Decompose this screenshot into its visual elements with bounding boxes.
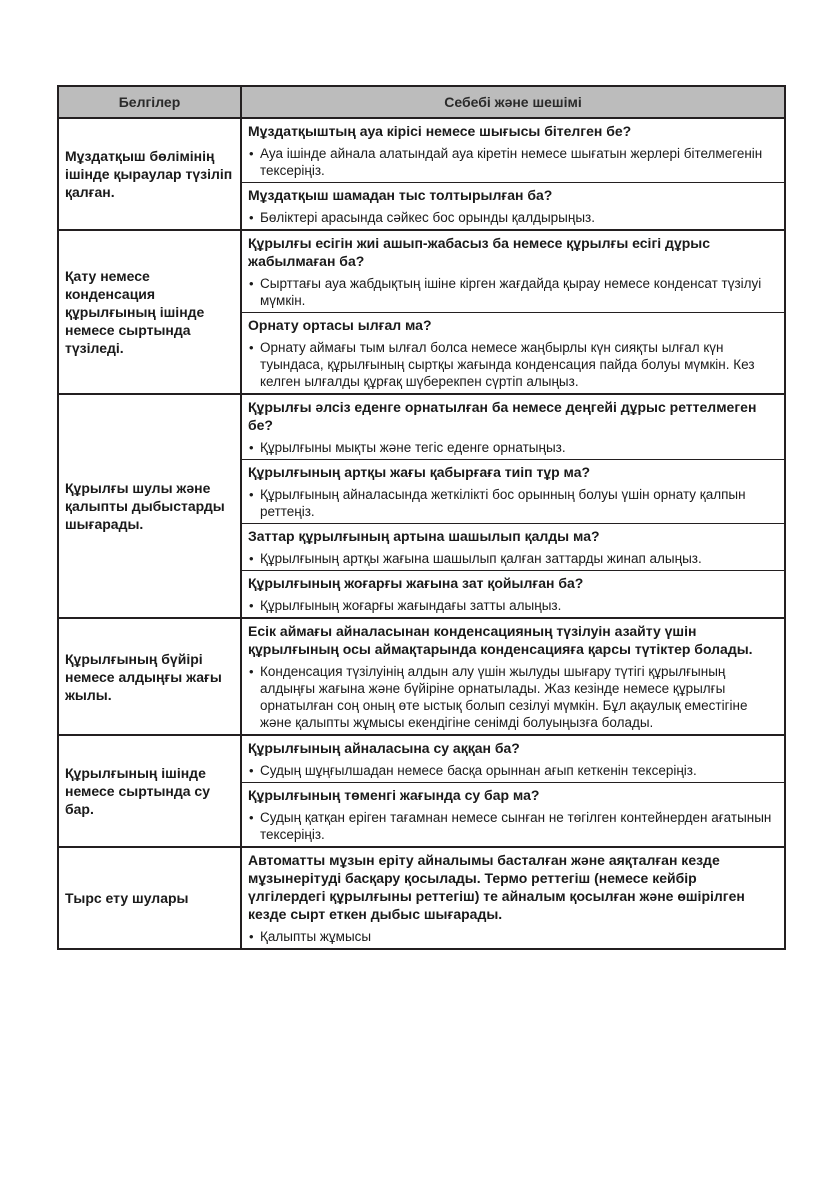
cause-question: Құрылғы есігін жиі ашып-жабасыз ба немесе құрылғы есігі дұрыс жабылмаған ба? xyxy=(248,235,711,269)
table-header-row xyxy=(58,86,785,118)
causes-cell xyxy=(241,394,785,618)
solution-answer xyxy=(242,926,784,948)
solution-text: Құрылғының айналасында жеткілікті бос орынның болуы үшін орнату қалпын реттеңіз. xyxy=(260,487,746,519)
cause-item xyxy=(242,848,784,948)
bullet-icon: • xyxy=(249,276,254,291)
cause-question: Есік аймағы айналасынан конденсацияның түзілуін азайту үшін құрылғының осы аймақтарында конденсацияға қарсы түтіктер болады. xyxy=(248,623,753,657)
table-row xyxy=(58,394,785,618)
symptom-cell: Құрылғының ішінде немесе сыртында су бар. xyxy=(58,735,241,847)
header-symptoms: Белгілер xyxy=(58,86,241,118)
cause-question: Құрылғының артқы жағы қабырғаға тиіп тұр ма? xyxy=(248,464,591,480)
causes-cell xyxy=(241,618,785,735)
bullet-icon: • xyxy=(249,210,254,225)
solution-answer xyxy=(242,207,784,229)
symptom-cell: Қату немесе конденсация құрылғының ішінде немесе сыртында түзіледі. xyxy=(58,230,241,394)
symptom-cell: Құрылғы шулы және қалыпты дыбыстарды шығарады. xyxy=(58,394,241,618)
bullet-icon: • xyxy=(249,763,254,778)
solution-answer xyxy=(242,807,784,846)
bullet-icon: • xyxy=(249,340,254,355)
bullet-icon: • xyxy=(249,487,254,502)
cause-question: Заттар құрылғының артына шашылып қалды ма? xyxy=(248,528,600,544)
cause-question: Құрылғы әлсіз еденге орнатылған ба немесе деңгейі дұрыс реттелмеген бе? xyxy=(248,399,757,433)
cause-item xyxy=(242,231,784,312)
solution-answer xyxy=(242,760,784,782)
solution-text: Ауа ішінде айнала алатындай ауа кіретін немесе шығатын жерлері бітелмегенін тексеріңіз. xyxy=(260,146,763,178)
header-cause-solution: Себебі және шешімі xyxy=(241,86,785,118)
solution-answer xyxy=(242,143,784,182)
cause-item xyxy=(242,312,784,393)
table-row xyxy=(58,618,785,735)
solution-text: Құрылғының жоғарғы жағындағы затты алыңыз. xyxy=(260,598,562,613)
solution-answer xyxy=(242,661,784,734)
solution-text: Құрылғыны мықты және тегіс еденге орнатыңыз. xyxy=(260,440,566,455)
table-row xyxy=(58,230,785,394)
bullet-icon: • xyxy=(249,598,254,613)
table-row xyxy=(58,735,785,847)
solution-answer xyxy=(242,595,784,617)
troubleshooting-table xyxy=(57,85,786,950)
solution-answer xyxy=(242,484,784,523)
solution-text: Қалыпты жұмысы xyxy=(260,929,372,944)
solution-answer xyxy=(242,337,784,393)
solution-text: Орнату аймағы тым ылғал болса немесе жаңбырлы күн сияқты ылғал күн туындаса, құрылғының сыртқы жағында конденсация пайда болуы мүмкін. Кез келген ылғалды құрғақ шүберекпен сүртіп алыңыз. xyxy=(260,340,755,389)
solution-text: Судың шұңғылшадан немесе басқа орыннан ағып кеткенін тексеріңіз. xyxy=(260,763,697,778)
cause-question: Мұздатқыш шамадан тыс толтырылған ба? xyxy=(248,187,553,203)
bullet-icon: • xyxy=(249,929,254,944)
cause-question: Мұздатқыштың ауа кірісі немесе шығысы бітелген бе? xyxy=(248,123,632,139)
causes-cell xyxy=(241,118,785,230)
table-row xyxy=(58,118,785,230)
symptom-cell: Тырс ету шулары xyxy=(58,847,241,949)
cause-item xyxy=(242,736,784,782)
solution-answer xyxy=(242,437,784,459)
solution-text: Бөліктері арасында сәйкес бос орынды қалдырыңыз. xyxy=(260,210,595,225)
bullet-icon: • xyxy=(249,440,254,455)
cause-question: Құрылғының жоғарғы жағына зат қойылған ба? xyxy=(248,575,584,591)
cause-question: Құрылғының төменгі жағында су бар ма? xyxy=(248,787,540,803)
bullet-icon: • xyxy=(249,551,254,566)
solution-text: Сырттағы ауа жабдықтың ішіне кірген жағдайда қырау немесе конденсат түзілуі мүмкін. xyxy=(260,276,762,308)
solution-answer xyxy=(242,273,784,312)
cause-item xyxy=(242,395,784,459)
cause-item xyxy=(242,782,784,846)
cause-item xyxy=(242,570,784,617)
cause-question: Орнату ортасы ылғал ма? xyxy=(248,317,432,333)
causes-cell xyxy=(241,847,785,949)
cause-item xyxy=(242,619,784,734)
solution-text: Құрылғының артқы жағына шашылып қалған заттарды жинап алыңыз. xyxy=(260,551,702,566)
solution-text: Судың қатқан еріген тағамнан немесе сынған не төгілген контейнерден ағатынын тексеріңіз. xyxy=(260,810,772,842)
cause-item xyxy=(242,182,784,229)
causes-cell xyxy=(241,735,785,847)
cause-item xyxy=(242,119,784,182)
cause-question: Құрылғының айналасына су аққан ба? xyxy=(248,740,520,756)
symptom-cell: Мұздатқыш бөлімінің ішінде қыраулар түзіліп қалған. xyxy=(58,118,241,230)
causes-cell xyxy=(241,230,785,394)
solution-answer xyxy=(242,548,784,570)
solution-text: Конденсация түзілуінің алдын алу үшін жылуды шығару түтігі құрылғының алдыңғы жағына және бүйіріне орнатылады. Жаз кезінде немесе құрылғы орнатылған соң оның өте ыстық болып сезілуі мүмкін. Бұл ақаулық еместігіне және қалыпты жұмысы екендігіне сенімді болуыңызға болады. xyxy=(260,664,748,730)
bullet-icon: • xyxy=(249,664,254,679)
cause-item xyxy=(242,459,784,523)
bullet-icon: • xyxy=(249,810,254,825)
troubleshooting-page xyxy=(57,85,784,950)
cause-item xyxy=(242,523,784,570)
symptom-cell: Құрылғының бүйірі немесе алдыңғы жағы жылы. xyxy=(58,618,241,735)
table-row xyxy=(58,847,785,949)
bullet-icon: • xyxy=(249,146,254,161)
cause-question: Автоматты мұзын еріту айналымы басталған және аяқталған кезде мұзынерітуді басқару қосылады. Термо реттегіш (немесе кейбір үлгілердегі құрылғыны реттегіш) те айналым қосылған және өшірілген кезде сырт еткен дыбыс шығарады. xyxy=(248,852,745,922)
